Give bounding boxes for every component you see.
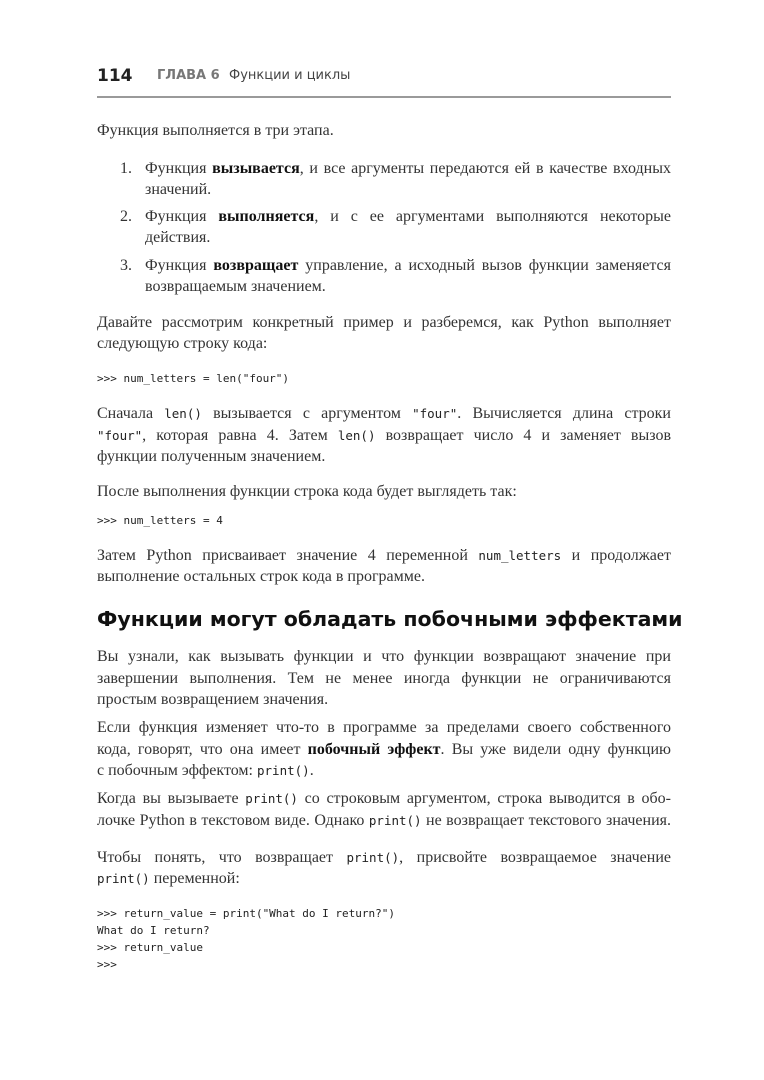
inline-code: len() xyxy=(164,406,202,421)
list-item-text-line xyxy=(145,180,671,200)
code-line: What do I return? xyxy=(97,924,210,937)
text-run: Функция xyxy=(145,208,219,225)
paragraph-line xyxy=(97,848,671,868)
page-number: 114 xyxy=(97,66,133,86)
paragraph-line xyxy=(97,761,671,781)
paragraph-line xyxy=(97,447,671,467)
running-header xyxy=(97,66,351,86)
code-line: >>> return_value xyxy=(97,941,203,954)
chapter-label: ГЛАВА 6 xyxy=(157,68,220,83)
text-run: , которая равна 4. Затем xyxy=(142,427,338,444)
list-number: 1. xyxy=(120,160,132,177)
text-run: После выполнения функции строка кода будет выглядеть так: xyxy=(97,483,517,500)
text-run: Вы узнали, как вызывать функции и что функции возвращают значение при xyxy=(97,648,671,665)
text-run: , и с ее аргументами выполняются некоторые xyxy=(314,208,671,225)
list-number: 3. xyxy=(120,257,132,274)
text-run: Функция выполняется в три этапа. xyxy=(97,122,334,139)
paragraph-line xyxy=(97,669,671,689)
text-run: и продолжает xyxy=(561,547,671,564)
chapter-title: Функции и циклы xyxy=(229,68,351,83)
paragraph-line xyxy=(97,567,671,587)
bold-term: возвращает xyxy=(213,257,299,274)
paragraph-line xyxy=(97,811,671,831)
text-run: . xyxy=(309,762,314,779)
paragraph-line xyxy=(97,121,671,141)
list-item-text-line xyxy=(145,207,671,227)
text-run: лочке Python в текстовом виде. Однако xyxy=(97,812,369,829)
text-run: Когда вы вызываете xyxy=(97,790,246,807)
code-line: >>> num_letters = 4 xyxy=(97,514,223,527)
inline-code: print() xyxy=(346,850,400,865)
paragraph-line xyxy=(97,482,671,502)
text-run: , и все аргументы передаются ей в качестве входных xyxy=(299,160,671,177)
header-rule xyxy=(97,96,671,98)
code-line: >>> num_letters = len("four") xyxy=(97,372,290,385)
text-run: вызывается с аргументом xyxy=(201,405,413,422)
text-run: не возвращает текстового значения. xyxy=(421,812,671,829)
paragraph-line xyxy=(97,426,671,446)
bold-term: выполняется xyxy=(218,208,315,225)
bold-term: вызывается xyxy=(212,160,300,177)
text-run: следующую строку кода: xyxy=(97,335,268,352)
paragraph-line xyxy=(97,404,671,424)
inline-code: "four" xyxy=(97,428,143,443)
text-run: Чтобы понять, что возвращает xyxy=(97,849,347,866)
list-item-text-line xyxy=(145,228,671,248)
inline-code: print() xyxy=(245,791,298,806)
text-run: функции полученным значением. xyxy=(97,448,326,465)
text-run: Давайте рассмотрим конкретный пример и разберемся, как Python выполняет xyxy=(97,314,671,331)
text-run: . Вычисляется длина строки xyxy=(457,405,671,422)
text-run: возвращает число 4 и заменяет вызов xyxy=(375,427,671,444)
inline-code: "four" xyxy=(412,406,458,421)
list-number: 2. xyxy=(120,208,132,225)
paragraph-line xyxy=(97,690,671,710)
text-run: . Вы уже видели одну функцию xyxy=(440,741,672,758)
text-run: выполнение остальных строк кода в программе. xyxy=(97,568,425,585)
paragraph-line xyxy=(97,869,671,889)
section-heading: Функции могут обладать побочными эффектами xyxy=(97,607,683,631)
text-run: с побочным эффектом: xyxy=(97,762,257,779)
text-run: кода, говорят, что она имеет xyxy=(97,741,308,758)
inline-code: print() xyxy=(257,763,310,778)
text-run: Затем Python присваивает значение 4 переменной xyxy=(97,547,479,564)
text-run: простым возвращением значения. xyxy=(97,691,329,708)
text-run: переменной: xyxy=(149,870,240,887)
text-run: действия. xyxy=(145,229,211,246)
code-line: >>> xyxy=(97,958,117,971)
text-run: со строковым аргументом, строка выводится в обо- xyxy=(297,790,672,807)
text-run: Функция xyxy=(145,160,213,177)
text-run: завершении выполнения. Тем не менее иногда функции не ограничиваются xyxy=(97,670,671,687)
text-run: Функция xyxy=(145,257,214,274)
paragraph-line xyxy=(97,546,671,566)
code-line: >>> return_value = print("What do I return?") xyxy=(97,907,396,920)
list-item-text-line xyxy=(145,277,671,297)
inline-code: len() xyxy=(337,428,376,443)
paragraph-line xyxy=(97,647,671,667)
bold-term: побочный эффект xyxy=(307,741,441,758)
paragraph-line xyxy=(97,718,671,738)
text-run: значений. xyxy=(145,181,212,198)
inline-code: print() xyxy=(97,871,150,886)
list-item-text-line xyxy=(145,159,671,179)
inline-code: print() xyxy=(368,813,422,828)
text-run: управление, а исходный вызов функции заменяется xyxy=(298,257,671,274)
list-item-text-line xyxy=(145,256,671,276)
paragraph-line xyxy=(97,740,671,760)
paragraph-line xyxy=(97,334,671,354)
text-run: Сначала xyxy=(97,405,165,422)
paragraph-line xyxy=(97,789,671,809)
text-run: Если функция изменяет что-то в программе за пределами своего собственного xyxy=(97,719,671,736)
text-run: , присвойте возвращаемое значение xyxy=(399,849,671,866)
paragraph-line xyxy=(97,313,671,333)
inline-code: num_letters xyxy=(478,548,562,563)
text-run: возвращаемым значением. xyxy=(145,278,326,295)
